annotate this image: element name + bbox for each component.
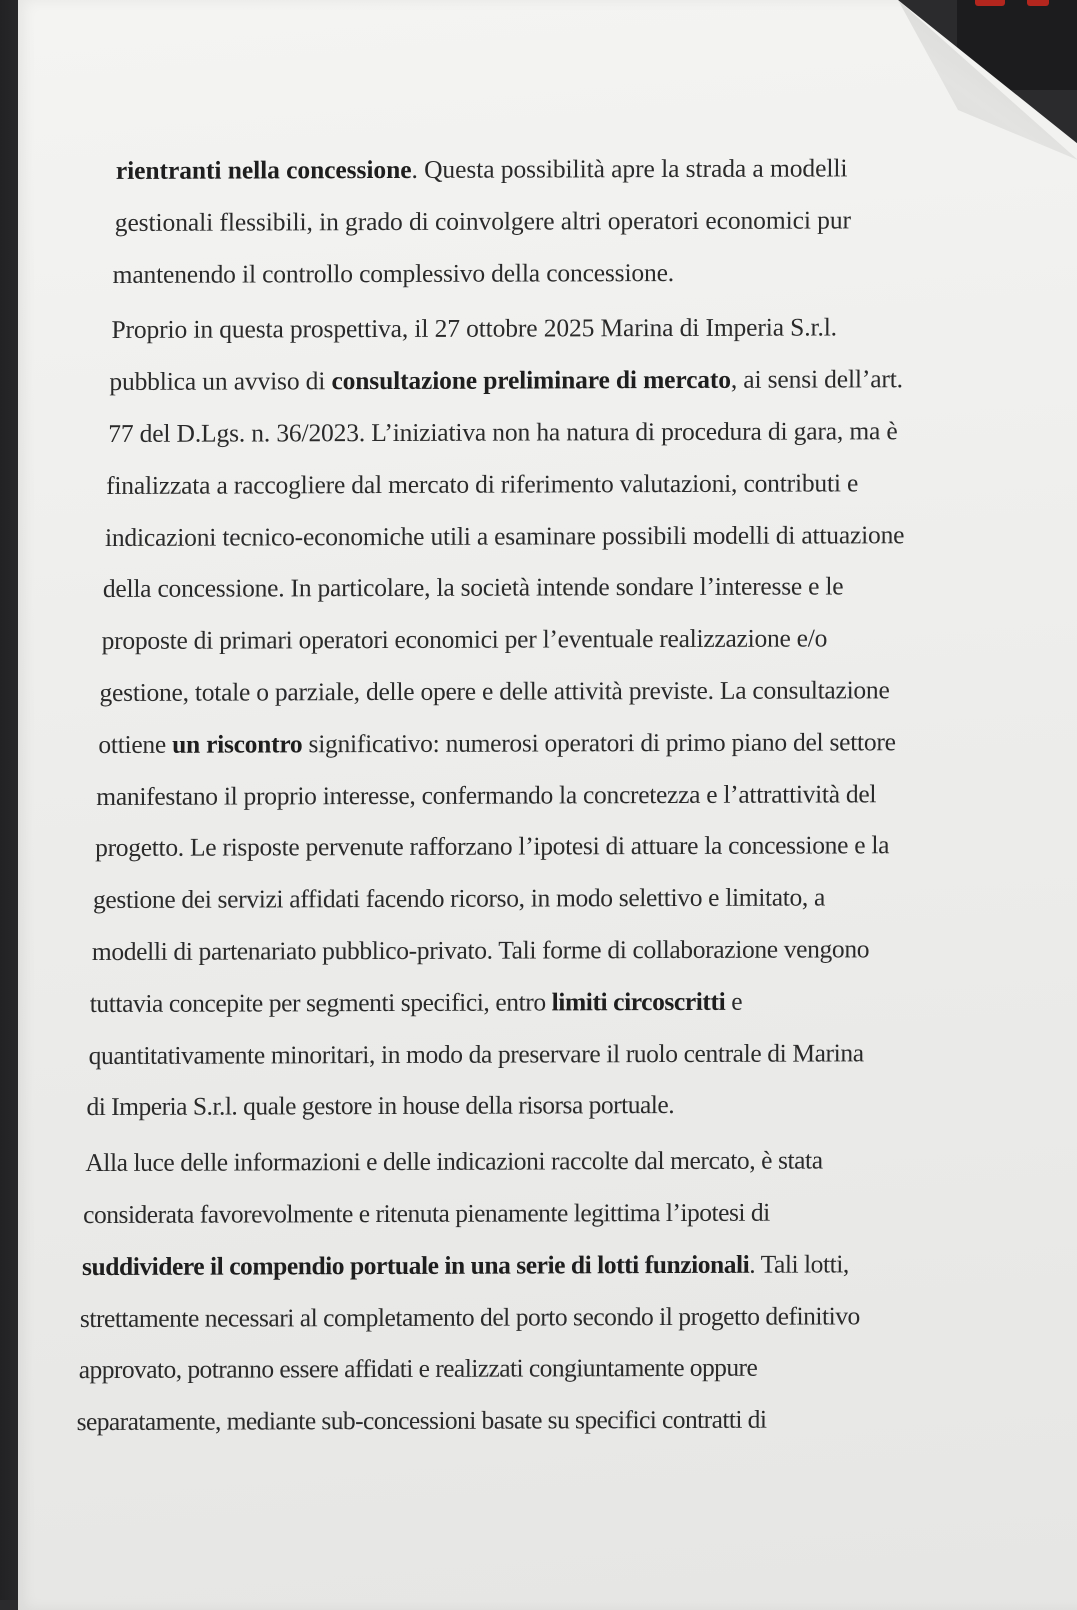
text-run: proposte di primari operatori economici per l’eventuale realizzazione e/o — [101, 623, 828, 656]
text-run: Proprio in questa prospettiva, il 27 ottobre 2025 Marina di Imperia S.r.l. — [111, 312, 837, 345]
text-line — [99, 664, 1034, 719]
text-line — [109, 353, 1035, 408]
text-line — [93, 871, 1034, 926]
text-line — [116, 142, 1036, 197]
text-line — [96, 767, 1034, 822]
text-run: tuttavia concepite per segmenti specifici, entro — [89, 987, 552, 1018]
text-line — [111, 301, 1035, 356]
text-run: . Tali lotti, — [749, 1249, 849, 1279]
text-line — [102, 612, 1035, 667]
keyboard-light — [1027, 0, 1049, 6]
text-run: pubblica un avviso di — [109, 366, 332, 397]
paragraph — [76, 1134, 1034, 1448]
text-run: gestionali flessibili, in grado di coinvolgere altri operatori economici pur — [114, 205, 851, 237]
text-line — [98, 715, 1034, 770]
text-run: significativo: numerosi operatori di primo piano del settore — [302, 726, 896, 759]
text-line — [83, 1186, 1033, 1241]
text-run: 77 del D.Lgs. n. 36/2023. L’iniziativa non ha natura di procedura di gara, ma è — [108, 416, 898, 448]
text-run: quantitativamente minoritari, in modo da preservare il ruolo centrale di Marina — [88, 1037, 864, 1070]
text-run: della concessione. In particolare, la società intende sondare l’interesse e le — [102, 571, 844, 604]
text-run: . Questa possibilità apre la strada a modelli — [411, 153, 848, 184]
text-line — [79, 1341, 1033, 1396]
text-run: indicazioni tecnico-economiche utili a esaminare possibili modelli di attuazione — [104, 519, 905, 552]
bold-text: un riscontro — [172, 729, 303, 759]
paragraph — [86, 301, 1035, 1133]
text-line — [90, 974, 1034, 1029]
bold-text: consultazione preliminare di mercato — [331, 364, 731, 396]
bold-text: suddividere il compendio portuale in una serie di lotti funzionali — [82, 1249, 750, 1281]
text-run: strettamente necessari al completamento del porto secondo il progetto definitivo — [79, 1300, 860, 1333]
text-line — [103, 560, 1035, 615]
text-line — [95, 819, 1034, 874]
paragraph — [96, 142, 1036, 301]
text-run: modelli di partenariato pubblico-privato. Tali forme di collaborazione vengono — [91, 934, 870, 966]
bold-text: rientranti nella concessione — [115, 154, 412, 185]
text-line — [82, 1237, 1033, 1292]
text-run: di Imperia S.r.l. quale gestore in house della risorsa portuale. — [86, 1090, 675, 1122]
text-line — [77, 1393, 1033, 1448]
text-run: separatamente, mediante sub-concessioni basate su specifici contratti di — [76, 1404, 767, 1437]
text-run: approvato, potranno essere affidati e realizzati congiuntamente oppure — [78, 1353, 758, 1385]
text-run: progetto. Le risposte pervenute rafforzano l’ipotesi di attuare la concessione e la — [95, 830, 890, 863]
text-line — [89, 1026, 1034, 1081]
text-line — [105, 508, 1035, 563]
text-run: ottiene — [98, 729, 173, 759]
text-line — [92, 923, 1034, 978]
text-line — [86, 1078, 1033, 1133]
text-run: e — [725, 986, 743, 1016]
text-line — [106, 457, 1035, 512]
text-run: considerata favorevolmente e ritenuta pienamente legittima l’ipotesi di — [83, 1197, 770, 1229]
text-run: finalizzata a raccogliere dal mercato di riferimento valutazioni, contributi e — [106, 468, 859, 500]
text-line — [85, 1134, 1033, 1189]
text-line — [80, 1289, 1033, 1344]
text-run: Alla luce delle informazioni e delle indicazioni raccolte dal mercato, è stata — [85, 1145, 823, 1178]
text-run: gestione dei servizi affidati facendo ricorso, in modo selettivo e limitato, a — [92, 882, 825, 915]
text-run: , ai sensi dell’art. — [730, 364, 903, 394]
text-run: gestione, totale o parziale, delle opere e delle attività previste. La consultazione — [99, 675, 890, 707]
keyboard-light — [975, 0, 1005, 6]
bold-text: limiti circoscritti — [551, 986, 726, 1017]
document-body — [76, 142, 1036, 1448]
text-line — [108, 405, 1035, 460]
text-run: manifestano il proprio interesse, confermando la concretezza e l’attrattività del — [96, 778, 877, 811]
text-line — [115, 194, 1036, 249]
text-line — [113, 245, 1036, 300]
text-run: mantenendo il controllo complessivo della concessione. — [112, 257, 675, 289]
